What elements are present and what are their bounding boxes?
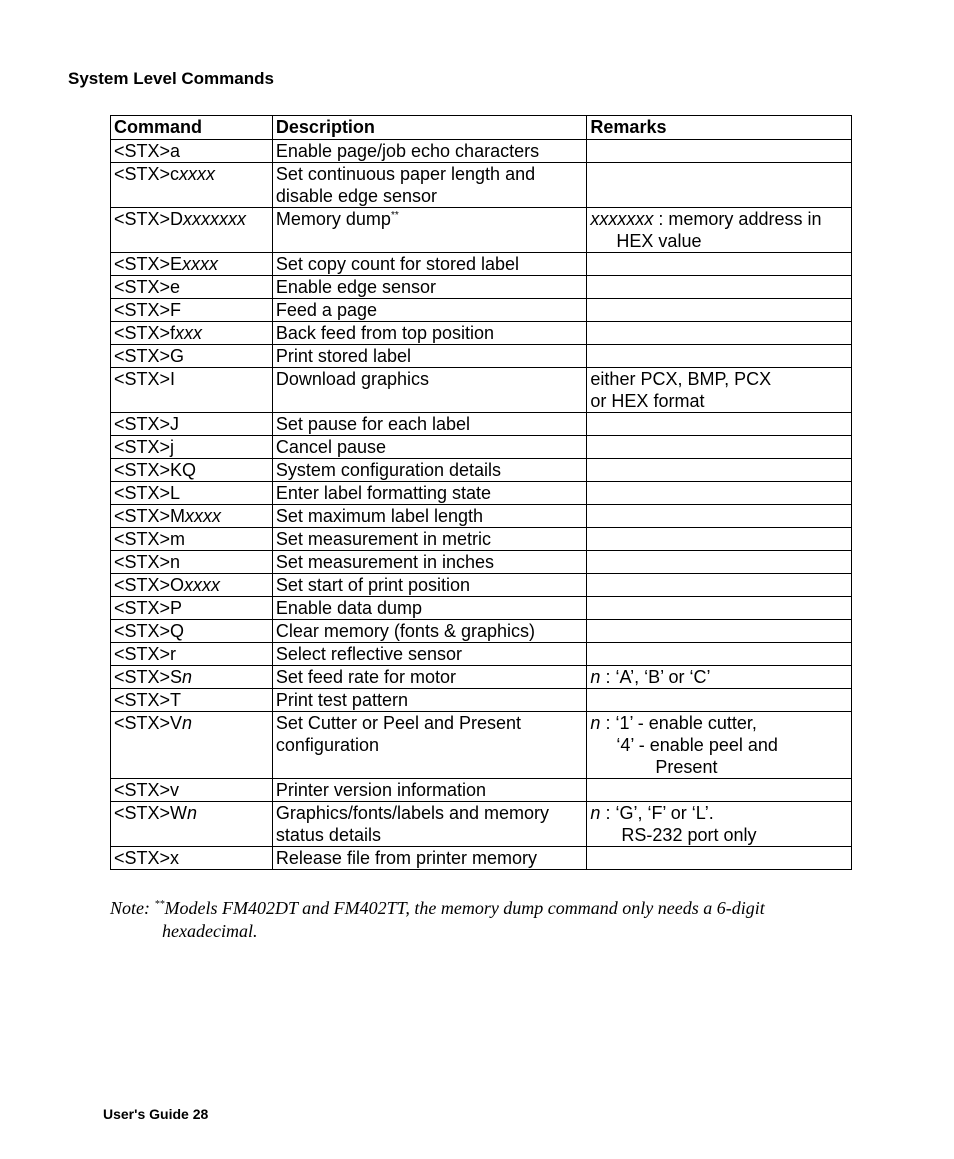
remarks-cell — [587, 436, 852, 459]
command-argument: n — [182, 713, 193, 733]
remarks-text: either PCX, BMP, PCX — [590, 369, 772, 389]
command-cell — [111, 276, 273, 299]
description-line — [276, 689, 584, 711]
table-row — [111, 551, 852, 574]
description-text: Set copy count for stored label — [275, 254, 520, 274]
table-row — [111, 712, 852, 779]
remarks-argument: n — [590, 667, 601, 687]
remarks-cell — [587, 459, 852, 482]
description-text: Cancel pause — [275, 437, 386, 457]
description-cell — [272, 666, 587, 689]
description-cell — [272, 299, 587, 322]
command-cell — [111, 208, 273, 253]
remarks-cell — [587, 620, 852, 643]
description-line — [276, 574, 584, 596]
command-cell — [111, 163, 273, 208]
description-line — [276, 413, 584, 435]
description-line — [276, 345, 584, 367]
header-remarks: Remarks — [587, 116, 852, 140]
table-row — [111, 436, 852, 459]
command-argument: xxxx — [184, 575, 221, 595]
command-text: <STX>r — [114, 644, 177, 664]
command-cell — [111, 689, 273, 712]
description-line — [276, 620, 584, 642]
command-text: <STX>S — [114, 667, 183, 687]
footnote-marker: ** — [390, 210, 399, 221]
command-text: <STX>c — [114, 164, 180, 184]
command-text: <STX>Q — [114, 621, 185, 641]
description-line — [276, 597, 584, 619]
command-cell — [111, 505, 273, 528]
remarks-cell — [587, 643, 852, 666]
description-line — [276, 712, 584, 734]
description-text: configuration — [275, 735, 379, 755]
description-cell — [272, 208, 587, 253]
description-line — [276, 140, 584, 162]
command-cell — [111, 368, 273, 413]
remarks-cell — [587, 163, 852, 208]
remarks-text: : memory address in — [653, 209, 822, 229]
description-line — [276, 299, 584, 321]
command-cell — [111, 253, 273, 276]
table-row — [111, 322, 852, 345]
description-cell — [272, 459, 587, 482]
remarks-line: or HEX format — [590, 391, 705, 411]
command-text: <STX>f — [114, 323, 176, 343]
description-line — [276, 253, 584, 275]
remarks-line: Present — [655, 757, 718, 777]
command-text: <STX>P — [114, 598, 183, 618]
command-text: <STX>J — [114, 414, 180, 434]
description-text: Set feed rate for motor — [275, 667, 456, 687]
commands-table — [110, 115, 852, 870]
command-cell — [111, 597, 273, 620]
description-cell — [272, 597, 587, 620]
remarks-cell — [587, 505, 852, 528]
remarks-cell — [587, 482, 852, 505]
command-argument: xxxx — [185, 506, 222, 526]
remarks-text: : ‘A’, ‘B’ or ‘C’ — [600, 667, 711, 687]
description-text: Enable data dump — [275, 598, 423, 618]
command-cell — [111, 459, 273, 482]
section-title: System Level Commands — [68, 69, 274, 88]
remarks-cell — [587, 597, 852, 620]
note-line-1: Models FM402DT and FM402TT, the memory dump command only needs a 6-digit — [164, 898, 765, 918]
description-cell — [272, 505, 587, 528]
table-row — [111, 459, 852, 482]
description-text: Enable page/job echo characters — [275, 141, 540, 161]
description-text: Back feed from top position — [275, 323, 495, 343]
command-cell — [111, 528, 273, 551]
description-text: Set start of print position — [275, 575, 471, 595]
description-text: Feed a page — [275, 300, 377, 320]
remarks-cell — [587, 299, 852, 322]
command-argument: n — [182, 667, 193, 687]
description-text: Set maximum label length — [275, 506, 484, 526]
note-label: Note: — [110, 898, 155, 918]
remarks-cell — [587, 574, 852, 597]
description-cell — [272, 574, 587, 597]
remarks-argument: n — [590, 803, 601, 823]
command-cell — [111, 643, 273, 666]
table-row — [111, 140, 852, 163]
command-text: <STX>v — [114, 780, 180, 800]
remarks-cell — [587, 666, 852, 689]
description-text: Set Cutter or Peel and Present — [275, 713, 522, 733]
remarks-cell — [587, 413, 852, 436]
description-line — [276, 208, 584, 230]
command-cell — [111, 574, 273, 597]
command-text: <STX>n — [114, 552, 181, 572]
description-cell — [272, 643, 587, 666]
remarks-cell — [587, 847, 852, 870]
command-text: <STX>a — [114, 141, 181, 161]
description-cell — [272, 345, 587, 368]
table-row — [111, 528, 852, 551]
description-text: Select reflective sensor — [275, 644, 462, 664]
description-line — [276, 482, 584, 504]
table-row — [111, 620, 852, 643]
description-line — [276, 322, 584, 344]
remarks-cell — [587, 322, 852, 345]
command-text: <STX>I — [114, 369, 176, 389]
remarks-text: : ‘G’, ‘F’ or ‘L’. — [600, 803, 714, 823]
table-row — [111, 208, 852, 253]
command-text: <STX>j — [114, 437, 175, 457]
command-cell — [111, 322, 273, 345]
remarks-argument: n — [590, 713, 601, 733]
table-row — [111, 666, 852, 689]
description-cell — [272, 413, 587, 436]
command-text: <STX>m — [114, 529, 186, 549]
table-row — [111, 847, 852, 870]
command-text: <STX>L — [114, 483, 181, 503]
description-line — [276, 779, 584, 801]
description-cell — [272, 140, 587, 163]
remarks-line — [590, 712, 848, 734]
description-text: Printer version information — [275, 780, 486, 800]
description-cell — [272, 368, 587, 413]
command-cell — [111, 299, 273, 322]
description-line — [276, 666, 584, 688]
command-cell — [111, 436, 273, 459]
description-line — [276, 824, 584, 846]
description-cell — [272, 802, 587, 847]
description-line — [276, 276, 584, 298]
description-cell — [272, 482, 587, 505]
command-text: <STX>KQ — [114, 460, 197, 480]
remarks-line — [590, 368, 848, 390]
table-row — [111, 482, 852, 505]
remarks-cell — [587, 712, 852, 779]
page-footer: User's Guide 28 — [103, 1106, 209, 1122]
description-cell — [272, 253, 587, 276]
table-row — [111, 505, 852, 528]
command-text: <STX>T — [114, 690, 182, 710]
table-row — [111, 689, 852, 712]
description-cell — [272, 551, 587, 574]
table-row — [111, 368, 852, 413]
command-text: <STX>E — [114, 254, 183, 274]
description-cell — [272, 779, 587, 802]
table-row — [111, 163, 852, 208]
note-marker: ** — [154, 899, 165, 910]
description-line — [276, 459, 584, 481]
description-line — [276, 802, 584, 824]
table-row — [111, 779, 852, 802]
command-argument: xxxx — [182, 254, 219, 274]
description-cell — [272, 276, 587, 299]
description-line — [276, 643, 584, 665]
description-text: Set pause for each label — [275, 414, 471, 434]
description-cell — [272, 163, 587, 208]
command-text: <STX>e — [114, 277, 181, 297]
description-line — [276, 163, 584, 185]
footnote — [110, 897, 830, 943]
description-text: Enable edge sensor — [275, 277, 437, 297]
command-cell — [111, 779, 273, 802]
remarks-cell — [587, 779, 852, 802]
remarks-cell — [587, 253, 852, 276]
remarks-line — [590, 208, 848, 230]
description-text: Set measurement in metric — [275, 529, 491, 549]
table-row — [111, 253, 852, 276]
description-cell — [272, 528, 587, 551]
description-line — [276, 528, 584, 550]
command-argument: xxx — [175, 323, 203, 343]
command-cell — [111, 802, 273, 847]
description-line — [276, 847, 584, 869]
description-text: Memory dump — [275, 209, 391, 229]
table-row — [111, 345, 852, 368]
note-line-2: hexadecimal. — [162, 921, 258, 941]
command-cell — [111, 620, 273, 643]
description-text: Clear memory (fonts & graphics) — [275, 621, 535, 641]
command-cell — [111, 551, 273, 574]
description-text: Set measurement in inches — [275, 552, 495, 572]
description-text: Download graphics — [275, 369, 429, 389]
description-text: disable edge sensor — [275, 186, 438, 206]
remarks-line — [590, 666, 848, 688]
table-row — [111, 574, 852, 597]
command-cell — [111, 666, 273, 689]
header-description: Description — [272, 116, 587, 140]
description-cell — [272, 620, 587, 643]
command-text: <STX>F — [114, 300, 182, 320]
remarks-cell — [587, 208, 852, 253]
table-row — [111, 276, 852, 299]
remarks-cell — [587, 528, 852, 551]
description-line — [276, 436, 584, 458]
command-text: <STX>D — [114, 209, 184, 229]
table-row — [111, 413, 852, 436]
command-cell — [111, 712, 273, 779]
command-argument: xxxxxxx — [183, 209, 247, 229]
remarks-line: HEX value — [616, 231, 702, 251]
command-text: <STX>M — [114, 506, 186, 526]
description-cell — [272, 712, 587, 779]
description-text: Enter label formatting state — [275, 483, 492, 503]
description-cell — [272, 847, 587, 870]
description-line — [276, 734, 584, 756]
remarks-line: ‘4’ - enable peel and — [616, 735, 778, 755]
remarks-argument: xxxxxxx — [590, 209, 654, 229]
table-row — [111, 597, 852, 620]
table-row — [111, 299, 852, 322]
command-cell — [111, 345, 273, 368]
command-text: <STX>V — [114, 713, 183, 733]
description-cell — [272, 322, 587, 345]
description-line — [276, 551, 584, 573]
command-cell — [111, 413, 273, 436]
remarks-line: RS-232 port only — [621, 825, 757, 845]
table-row — [111, 643, 852, 666]
command-cell — [111, 847, 273, 870]
remarks-cell — [587, 345, 852, 368]
description-text: Graphics/fonts/labels and memory — [275, 803, 550, 823]
remarks-line — [590, 802, 848, 824]
table-header-row — [111, 116, 852, 140]
description-text: status details — [275, 825, 381, 845]
remarks-cell — [587, 689, 852, 712]
command-argument: n — [187, 803, 198, 823]
command-text: <STX>x — [114, 848, 180, 868]
command-argument: xxxx — [179, 164, 216, 184]
remarks-cell — [587, 276, 852, 299]
description-cell — [272, 436, 587, 459]
command-text: <STX>G — [114, 346, 185, 366]
remarks-cell — [587, 368, 852, 413]
header-command: Command — [111, 116, 273, 140]
table-row — [111, 802, 852, 847]
remarks-cell — [587, 140, 852, 163]
description-text: System configuration details — [275, 460, 502, 480]
description-text: Release file from printer memory — [275, 848, 537, 868]
remarks-cell — [587, 551, 852, 574]
remarks-cell — [587, 802, 852, 847]
description-cell — [272, 689, 587, 712]
description-line — [276, 505, 584, 527]
command-cell — [111, 140, 273, 163]
description-text: Print test pattern — [275, 690, 408, 710]
description-text: Print stored label — [275, 346, 411, 366]
description-text: Set continuous paper length and — [275, 164, 536, 184]
remarks-text: : ‘1’ - enable cutter, — [600, 713, 757, 733]
command-text: <STX>O — [114, 575, 185, 595]
description-line — [276, 185, 584, 207]
command-text: <STX>W — [114, 803, 188, 823]
description-line — [276, 368, 584, 390]
command-cell — [111, 482, 273, 505]
